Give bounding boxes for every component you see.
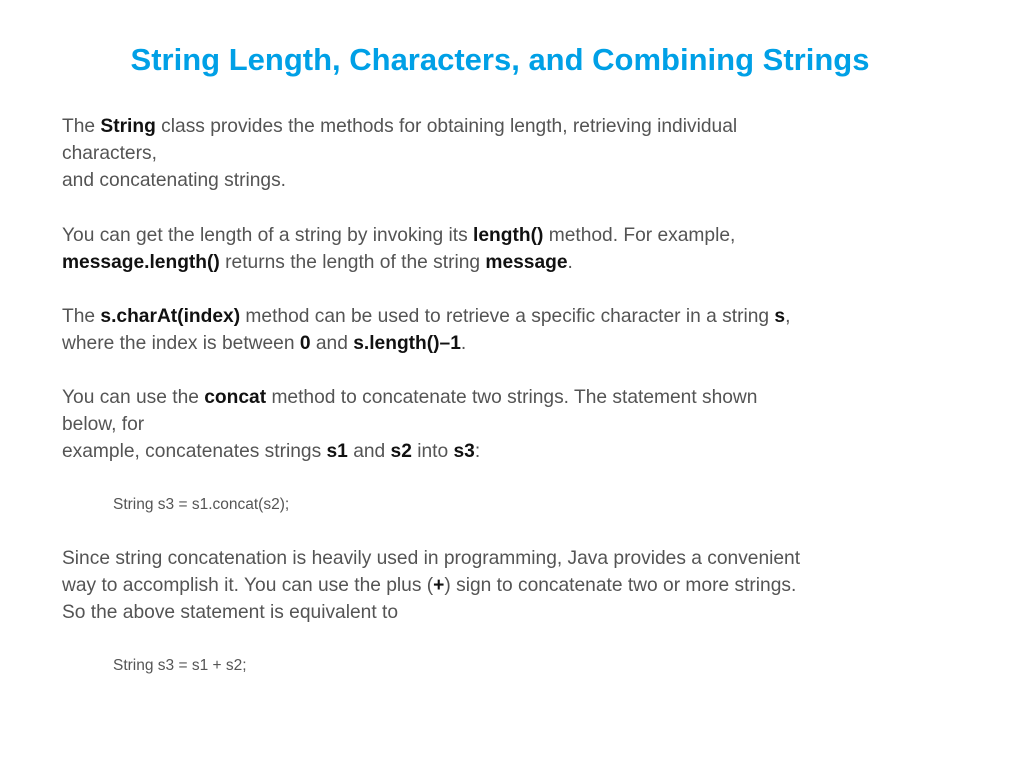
text-run: and (310, 333, 354, 354)
paragraph-line (62, 330, 962, 357)
text-run: The (62, 116, 101, 137)
text-run: method to concatenate two strings. The statement shown (266, 387, 758, 408)
keyword: length() (473, 225, 544, 246)
keyword: + (433, 575, 445, 596)
text-run: and (347, 441, 391, 462)
paragraph-line (62, 438, 962, 465)
text-run: . (460, 333, 467, 354)
keyword: s3 (453, 441, 475, 462)
paragraph-line (62, 384, 962, 411)
text-run: into (411, 441, 454, 462)
paragraph-plus-operator (62, 545, 962, 626)
paragraph-charat (62, 303, 962, 357)
code-sample-plus: String s3 = s1 + s2; (113, 657, 247, 674)
text-run: ) sign to concatenate two or more strings. (444, 575, 797, 596)
paragraph-line (62, 222, 962, 249)
keyword: message.length() (62, 252, 220, 273)
keyword: String (100, 116, 156, 137)
text-run: where the index is between (62, 333, 300, 354)
keyword: message (485, 252, 568, 273)
paragraph-line: Since string concatenation is heavily used in programming, Java provides a convenient (62, 548, 801, 569)
paragraph-line (62, 113, 962, 140)
text-run: : (474, 441, 481, 462)
paragraph-length (62, 222, 962, 276)
paragraph-concat (62, 384, 962, 465)
keyword: s1 (326, 441, 348, 462)
text-run: You can get the length of a string by invoking its (62, 225, 474, 246)
keyword: s2 (390, 441, 412, 462)
paragraph-line (62, 249, 962, 276)
text-run: You can use the (62, 387, 205, 408)
paragraph-line: characters, (62, 143, 157, 164)
text-run: The (62, 306, 101, 327)
paragraph-line (62, 303, 962, 330)
text-run: method. For example, (543, 225, 736, 246)
text-run: class provides the methods for obtaining length, retrieving individual (155, 116, 738, 137)
text-run: , (785, 306, 791, 327)
keyword: concat (204, 387, 267, 408)
code-sample-concat: String s3 = s1.concat(s2); (113, 496, 290, 513)
text-run: example, concatenates strings (62, 441, 327, 462)
paragraph-line: and concatenating strings. (62, 170, 287, 191)
slide-title: String Length, Characters, and Combining Strings (130, 42, 870, 77)
paragraph-intro (62, 113, 962, 194)
keyword: s (774, 306, 786, 327)
paragraph-line: below, for (62, 414, 145, 435)
text-run: way to accomplish it. You can use the plus ( (62, 575, 434, 596)
keyword: 0 (299, 333, 311, 354)
keyword: s.length()–1 (353, 333, 461, 354)
text-run: method can be used to retrieve a specific character in a string (240, 306, 775, 327)
paragraph-line: So the above statement is equivalent to (62, 602, 398, 623)
paragraph-line (62, 572, 962, 599)
text-run: returns the length of the string (219, 252, 486, 273)
text-run: . (567, 252, 573, 273)
keyword: s.charAt(index) (100, 306, 241, 327)
